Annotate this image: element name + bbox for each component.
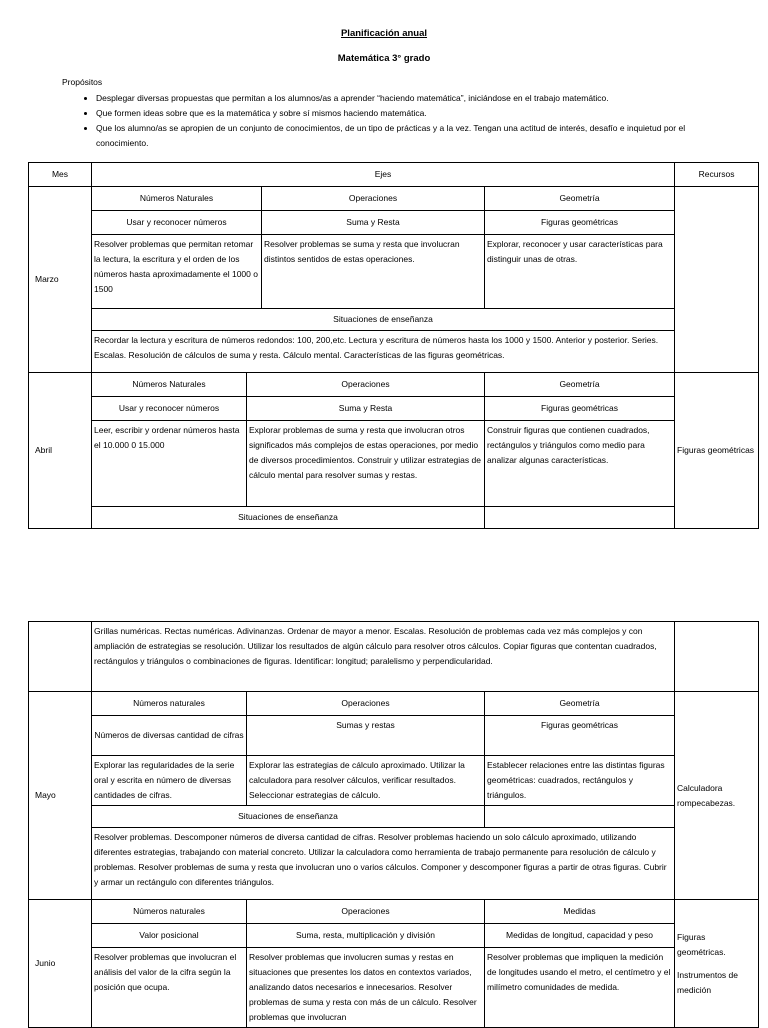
contenido-numeros: Explorar las regularidades de la serie oral y escrita en número de diversas cantidades de cifras. xyxy=(92,756,247,806)
subeje-numeros: Usar y reconocer números xyxy=(92,211,262,235)
proposito-item: • Que los alumno/as se apropien de un conjunto de conocimientos, de un tipo de prácticas y a la vez. Tengan una actitud de interés, desafío e inquietud por el conocimiento. xyxy=(96,121,716,151)
recursos-marzo xyxy=(675,187,759,373)
situaciones-mayo: Resolver problemas. Descomponer números de diversa cantidad de cifras. Resolver problemas haciendo un solo cálculo aproximado, utilizando diferentes estrategias, trabajando con material concreto. Utilizar la calculadora como herramienta de trabajo permanente para resolución de cálculo y problemas. Resolver problemas de suma y resta que involucran uno o varios cálculos. Componer y descomponer figuras a partir de otras figuras. Cubrir y armar un rectángulo con diferentes triángulos. xyxy=(92,828,675,900)
eje-operaciones: Operaciones xyxy=(247,373,485,397)
contenido-geometria: Construir figuras que contienen cuadrados, rectángulos y triángulos como medio para analizar algunas características. xyxy=(485,421,675,507)
eje-geometria: Geometría xyxy=(485,187,675,211)
eje-numeros: Números naturales xyxy=(92,692,247,716)
proposito-item: • Desplegar diversas propuestas que permitan a los alumnos/as a aprender “haciendo matemática”, iniciándose en el trabajo matemático. xyxy=(96,91,716,106)
recurso-item: Figuras geométricas. xyxy=(677,931,726,957)
eje-numeros: Números Naturales xyxy=(92,187,262,211)
eje-operaciones: Operaciones xyxy=(247,692,485,716)
recurso-item: Instrumentos de medición xyxy=(677,969,738,995)
planning-table-page1 xyxy=(28,162,759,529)
subeje-geometria: Figuras geométricas xyxy=(485,716,675,756)
proposito-item: • Que formen ideas sobre que es la matemática y sobre sí mismos haciendo matemática. xyxy=(96,106,716,121)
situaciones-label: Situaciones de enseñanza xyxy=(92,806,485,828)
contenido-geometria: Establecer relaciones entre las distintas figuras geométricas: cuadrados, rectángulos y triángulos. xyxy=(485,756,675,806)
contenido-numeros: Leer, escribir y ordenar números hasta el 10.000 0 15.000 xyxy=(92,421,247,507)
contenido-numeros: Resolver problemas que permitan retomar la lectura, la escritura y el orden de los números hasta aproximadamente el 1000 o 1500 xyxy=(92,235,262,309)
planning-table-page2 xyxy=(28,621,759,1028)
contenido-operaciones: Explorar problemas de suma y resta que involucran otros significados más complejos de estas operaciones, por medio de diversos procedimientos. Construir y utilizar estrategias de cálculo mental para resolver sumas y restas. xyxy=(247,421,485,507)
header-recursos: Recursos xyxy=(675,163,759,187)
subeje-operaciones: Suma y Resta xyxy=(247,397,485,421)
month-abril: Abril xyxy=(29,373,92,529)
recursos-abril: Figuras geométricas xyxy=(675,373,759,529)
contenido-operaciones: Explorar las estrategias de cálculo aproximado. Utilizar la calculadora para resolver cálculos, verificar resultados. Seleccionar estrategias de cálculo. xyxy=(247,756,485,806)
contenido-operaciones: Resolver problemas se suma y resta que involucran distintos sentidos de estas operaciones. xyxy=(262,235,485,309)
page-break xyxy=(0,540,768,620)
recursos-mayo: Calculadora rompecabezas. xyxy=(675,692,759,900)
contenido-numeros: Resolver problemas que involucran el análisis del valor de la cifra según la posición que ocupa. xyxy=(92,948,247,1028)
eje-operaciones: Operaciones xyxy=(262,187,485,211)
month-mayo: Mayo xyxy=(29,692,92,900)
subeje-operaciones: Suma y Resta xyxy=(262,211,485,235)
page-subtitle: Matemática 3° grado xyxy=(337,53,431,64)
situaciones-marzo: Recordar la lectura y escritura de números redondos: 100, 200,etc. Lectura y escritura de números hasta los 1000 y 1500. Anterior y posterior. Series. Escalas. Resolución de cálculos de suma y resta. Cálculo mental. Características de las figuras geométricas. xyxy=(92,331,675,373)
header-mes: Mes xyxy=(29,163,92,187)
recursos-junio xyxy=(675,900,759,1028)
eje-operaciones: Operaciones xyxy=(247,900,485,924)
page-title: Planificación anual xyxy=(340,28,428,39)
month-junio: Junio xyxy=(29,900,92,1028)
contenido-operaciones: Resolver problemas que involucren sumas y restas en situaciones que presentes los datos en contextos variados, analizando datos necesarios e innecesarios. Resolver problemas de suma y resta con más de un cálculo. Resolver problemas que involucran xyxy=(247,948,485,1028)
eje-medidas: Medidas xyxy=(485,900,675,924)
situaciones-label: Situaciones de enseñanza xyxy=(92,507,485,529)
contenido-medidas: Resolver problemas que impliquen la medición de longitudes usando el metro, el centímetro y el milímetro comunidades de medida. xyxy=(485,948,675,1028)
subeje-operaciones: Suma, resta, multiplicación y división xyxy=(247,924,485,948)
subeje-numeros: Usar y reconocer números xyxy=(92,397,247,421)
eje-geometria: Geometría xyxy=(485,692,675,716)
eje-numeros: Números naturales xyxy=(92,900,247,924)
subeje-operaciones: Sumas y restas xyxy=(247,716,485,756)
eje-geometria: Geometría xyxy=(485,373,675,397)
month-marzo: Marzo xyxy=(29,187,92,373)
propositos-label: Propósitos xyxy=(62,77,103,87)
situaciones-label: Situaciones de enseñanza xyxy=(92,309,675,331)
propositos-list xyxy=(78,91,716,151)
subeje-geometria: Figuras geométricas xyxy=(485,397,675,421)
subeje-geometria: Figuras geométricas xyxy=(485,211,675,235)
subeje-numeros: Valor posicional xyxy=(92,924,247,948)
subeje-numeros: Números de diversas cantidad de cifras xyxy=(92,716,247,756)
situaciones-abril: Grillas numéricas. Rectas numéricas. Adivinanzas. Ordenar de mayor a menor. Escalas. Resolución de problemas cada vez más complejos y con ampliación de estrategias se resolución. Utilizar los resultados de algún cálculo para resolver otros cálculos. Copiar figuras que contentan cuadrados, rectángulos y triángulos o combinaciones de figuras. Identificar: longitud; paralelismo y perpendicularidad. xyxy=(92,622,675,692)
subeje-medidas: Medidas de longitud, capacidad y peso xyxy=(485,924,675,948)
contenido-geometria: Explorar, reconocer y usar características para distinguir unas de otras. xyxy=(485,235,675,309)
header-ejes: Ejes xyxy=(92,163,675,187)
eje-numeros: Números Naturales xyxy=(92,373,247,397)
